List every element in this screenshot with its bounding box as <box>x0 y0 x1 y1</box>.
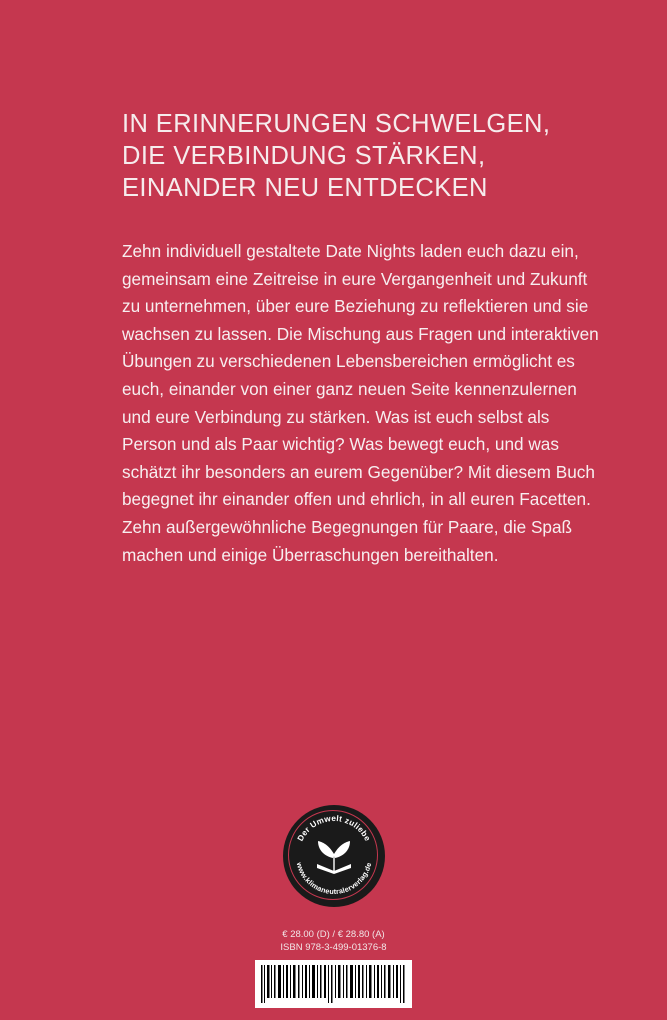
barcode-container <box>255 960 412 1008</box>
isbn-barcode <box>259 963 408 1005</box>
price-block <box>0 928 667 954</box>
page-title: IN ERINNERUNGEN SCHWELGEN, DIE VERBINDUNG STÄRKEN, EINANDER NEU ENTDECKEN <box>122 110 551 202</box>
blurb-text <box>122 238 600 569</box>
isbn-line: ISBN 978-3-499-01376-8 <box>280 942 387 953</box>
svg-text:www.klimaneutralerverlag.de: www.klimaneutralerverlag.de <box>294 861 374 897</box>
svg-text:Der Umwelt zuliebe: Der Umwelt zuliebe <box>295 813 373 843</box>
price-line: € 28.00 (D) / € 28.80 (A) <box>282 929 385 940</box>
blurb-paragraph: Zehn individuell gestaltete Date Nights laden euch dazu ein, gemeinsam eine Zeitreise in eure Vergangenheit und Zukunft zu unternehmen, über eure Beziehung zu reflektieren und sie wachsen zu lassen. Die Mischung aus Fragen und interaktiven Übungen zu verschiedenen Lebensbereichen ermöglicht es euch, einander von einer ganz neuen Seite kennenzulernen und eure Verbindung zu stärken. Was ist euch selbst als Person und als Paar wichtig? Was bewegt euch, und was schätzt ihr besonders an eurem Gegenüber? Mit diesem Buch begegnet ihr einander offen und ehrlich, in all euren Facetten. Zehn außergewöhnliche Begegnungen für Paare, die Spaß machen und einige Überraschungen bereithalten. <box>122 241 599 565</box>
leaf-book-icon <box>314 838 354 874</box>
eco-seal <box>283 805 385 907</box>
seal-circle <box>283 805 385 907</box>
